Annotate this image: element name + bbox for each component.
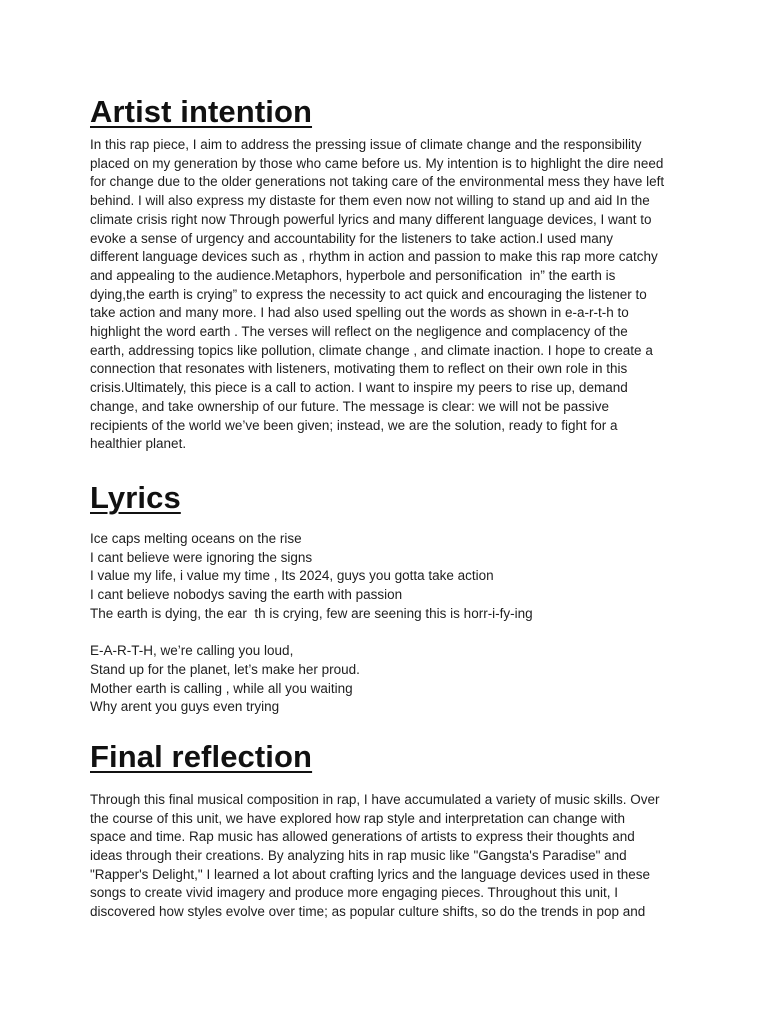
final-reflection-heading: Final reflection <box>90 738 313 774</box>
text-line: recipients of the world we’ve been given; instead, we are the solution, ready to fight for a <box>90 417 618 433</box>
final-reflection-section <box>90 739 680 919</box>
text-line: songs to create vivid imagery and produce more engaging pieces. Throughout this unit, I <box>90 885 619 901</box>
text-line: ideas through their creations. By analyzing hits in rap music like "Gangsta's Paradise" and <box>90 848 627 864</box>
text-line: "Rapper's Delight," I learned a lot about crafting lyrics and the language devices used in these <box>90 866 650 882</box>
text-line: climate crisis right now Through powerful lyrics and many different language devices, I want to <box>90 211 652 227</box>
lyric-line: I value my life, i value my time , Its 2024, guys you gotta take action <box>90 568 494 584</box>
document-page <box>90 94 680 919</box>
text-line: Through this final musical composition in rap, I have accumulated a variety of music skills. Over <box>90 791 660 807</box>
lyric-line: Mother earth is calling , while all you waiting <box>90 680 353 696</box>
text-line: the course of this unit, we have explored how rap style and interpretation can change with <box>90 810 626 826</box>
verse-spacer <box>90 623 680 642</box>
lyric-line: Ice caps melting oceans on the rise <box>90 530 302 546</box>
lyric-line: Stand up for the planet, let’s make her proud. <box>90 661 360 677</box>
lyric-line: The earth is dying, the ear th is crying, few are seening this is horr-i-fy-ing <box>90 605 533 621</box>
artist-intention-body <box>90 136 680 454</box>
text-line: connection that resonates with listeners, motivating them to reflect on their own role in this <box>90 361 628 377</box>
artist-intention-section <box>90 94 680 454</box>
lyric-line: I cant believe nobodys saving the earth with passion <box>90 587 403 603</box>
final-reflection-body <box>90 791 680 919</box>
lyric-line: E-A-R-T-H, we’re calling you loud, <box>90 643 294 659</box>
lyrics-heading: Lyrics <box>90 479 181 515</box>
text-line: placed on my generation by those who came before us. My intention is to highlight the dire need <box>90 155 664 171</box>
text-line: crisis.Ultimately, this piece is a call to action. I want to inspire my peers to rise up, demand <box>90 380 628 396</box>
text-line: change, and take ownership of our future. The message is clear: we will not be passive <box>90 398 610 414</box>
text-line: for change due to the older generations not taking care of the environmental mess they have left <box>90 174 665 190</box>
artist-intention-heading: Artist intention <box>90 94 313 129</box>
text-line: different language devices such as , rhythm in action and passion to make this rap more catchy <box>90 249 658 265</box>
lyrics-verse-2 <box>90 642 680 717</box>
text-line: evoke a sense of urgency and accountability for the listeners to take action.I used many <box>90 230 614 246</box>
text-line: behind. I will also express my distaste for them even now not willing to stand up and aid In the <box>90 193 650 209</box>
text-line: and appealing to the audience.Metaphors, hyperbole and personification in” the earth is <box>90 267 616 283</box>
text-line: highlight the word earth . The verses will reflect on the negligence and complacency of the <box>90 324 628 340</box>
text-line: In this rap piece, I aim to address the pressing issue of climate change and the responsibility <box>90 137 642 152</box>
lyrics-verse-1 <box>90 530 680 624</box>
text-line: space and time. Rap music has allowed generations of artists to express their thoughts and <box>90 829 635 845</box>
text-line: healthier planet. <box>90 436 187 452</box>
text-line: dying,the earth is crying” to express the necessity to act quick and encouraging the listener to <box>90 286 647 302</box>
lyrics-section <box>90 480 680 717</box>
text-line: discovered how styles evolve over time; as popular culture shifts, so do the trends in pop and <box>90 904 646 919</box>
text-line: earth, addressing topics like pollution, climate change , and climate inaction. I hope to create a <box>90 342 653 358</box>
text-line: take action and many more. I had also used spelling out the words as shown in e-a-r-t-h to <box>90 305 629 321</box>
lyric-line: I cant believe were ignoring the signs <box>90 549 313 565</box>
lyric-line: Why arent you guys even trying <box>90 699 280 715</box>
